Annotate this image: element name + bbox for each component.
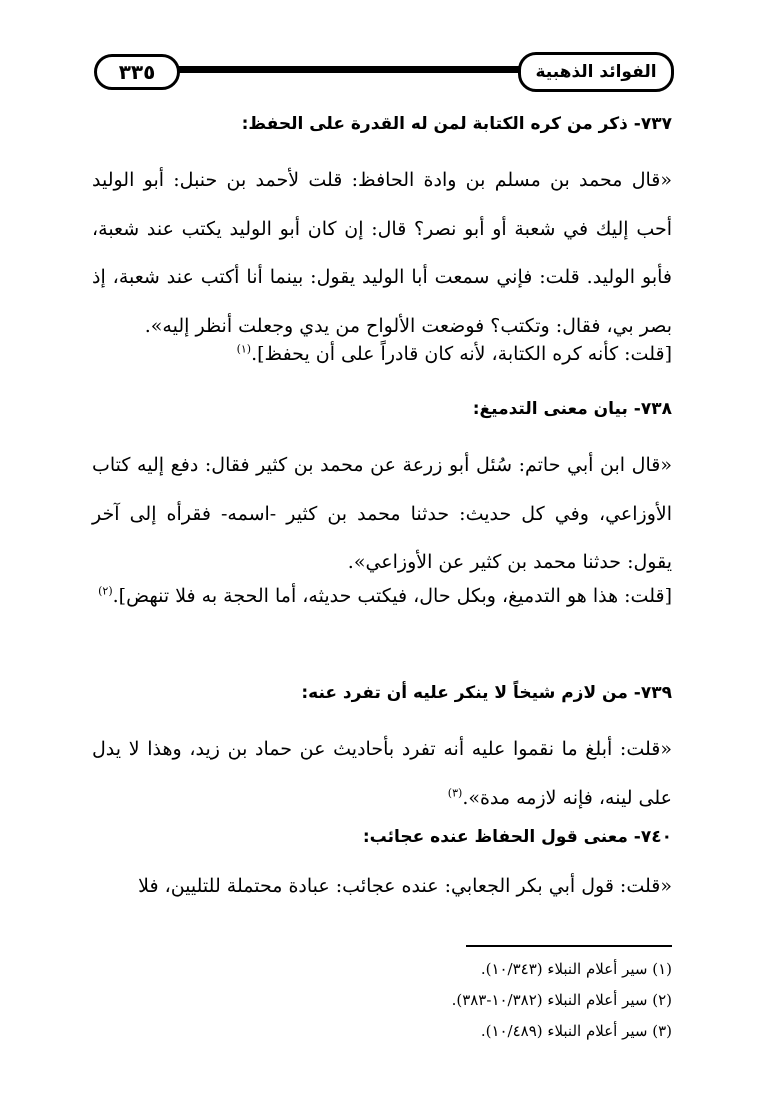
footnote-3: (٣) سير أعلام النبلاء (١٠/٤٨٩).	[480, 1022, 672, 1040]
page-header	[94, 50, 674, 90]
footnote-separator	[466, 945, 672, 947]
footnote-1: (١) سير أعلام النبلاء (١٠/٣٤٣).	[480, 960, 672, 978]
header-rule	[164, 66, 529, 73]
section-heading-738: ٧٣٨- بيان معنى التدميغ:	[472, 399, 672, 419]
section-738-paragraph: «قال ابن أبي حاتم: سُئل أبو زرعة عن محمد بن كثير فقال: دفع إليه كتاب الأوزاعي، وفي كل حديث: حدثنا محمد بن كثير -اسمه- فقرأه إلى آخر يقول: حدثنا محمد بن كثير عن الأوزاعي».	[92, 454, 672, 573]
section-737-paragraph: «قال محمد بن مسلم بن وادة الحافظ: قلت لأحمد بن حنبل: أبو الوليد أحب إليك في شعبة أو أبو نصر؟ قال: إن كان أبو الوليد يكتب عند شعبة، فأبو الوليد. قلت: فإني سمعت أبا الوليد يقول: بينما أنا أكتب عند شعبة، إذ بصر بي، فقال: وتكتب؟ فوضعت الألواح من يدي وجعلت أنظر إليه».	[92, 169, 672, 337]
section-heading-740: ٧٤٠- معنى قول الحفاظ عنده عجائب:	[362, 827, 672, 847]
running-title: الفوائد الذهبية	[518, 52, 674, 92]
note-text: [قلت: كأنه كره الكتابة، لأنه كان قادراً على أن يحفظ].	[251, 343, 672, 365]
page-number: ٣٣٥	[94, 54, 180, 90]
footnote-ref-1: (١)	[236, 342, 252, 356]
paragraph-text: «قلت: أبلغ ما نقموا عليه أنه تفرد بأحاديث عن حماد بن زيد، وهذا لا يدل على لينه، فإنه لازمه مدة».	[92, 738, 672, 809]
section-heading-737: ٧٣٧- ذكر من كره الكتابة لمن له القدرة على الحفظ:	[241, 114, 672, 134]
footnote-2: (٢) سير أعلام النبلاء (١٠/٣٨٢-٣٨٣).	[451, 991, 672, 1009]
section-738-note	[92, 573, 672, 619]
footnote-ref-2: (٢)	[98, 584, 113, 598]
section-740-paragraph: «قلت: قول أبي بكر الجعابي: عنده عجائب: عبادة محتملة للتليين، فلا	[138, 875, 672, 897]
section-739-paragraph	[92, 725, 672, 822]
note-text: [قلت: هذا هو التدميغ، وبكل حال، فيكتب حديثه، أما الحجة به فلا تنهض].	[112, 585, 672, 607]
section-heading-739: ٧٣٩- من لازم شيخاً لا ينكر عليه أن تفرد عنه:	[301, 683, 672, 703]
footnote-ref-3: (٣)	[447, 786, 463, 800]
section-737-note	[92, 331, 672, 377]
